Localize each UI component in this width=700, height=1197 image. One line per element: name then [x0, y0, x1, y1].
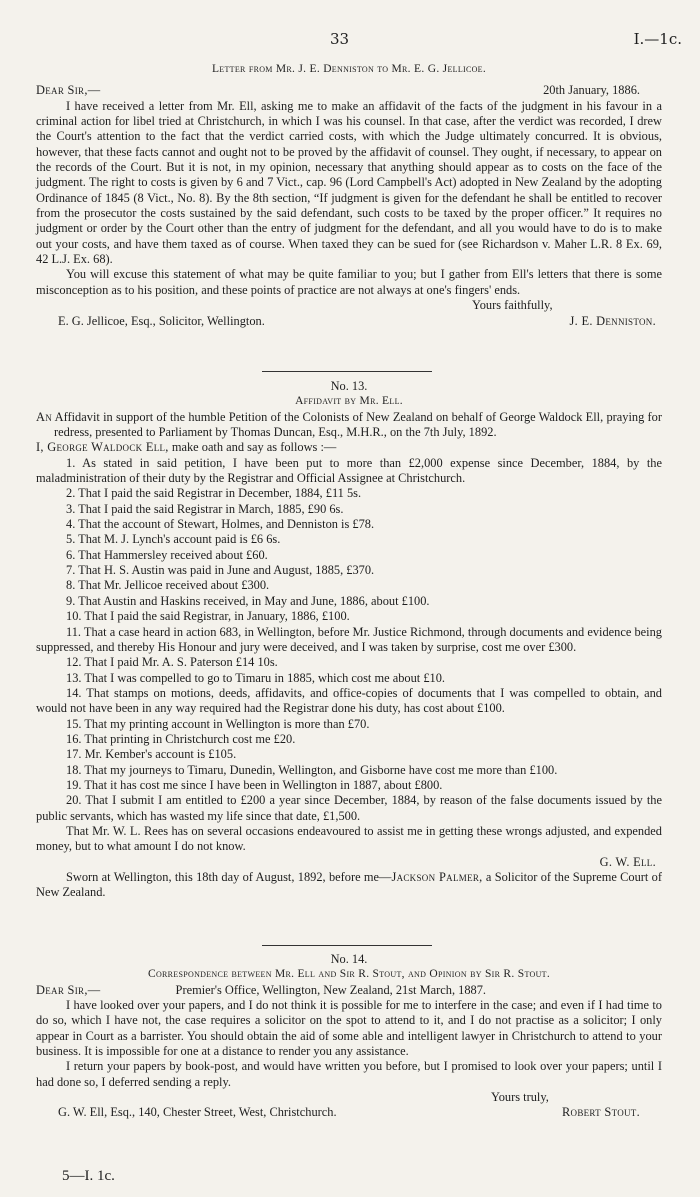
section-title: Correspondence between Mr. Ell and Sir R. Stout, and Opinion by Sir R. Stout.: [147, 968, 551, 981]
salutation: Dear Sir,—: [36, 83, 101, 98]
affidavit-item: 14. That stamps on motions, deeds, affidavits, and office-copies of documents that I was compelled to obtain, and would not have been in any way required had the Registrar done his duty, has cost about £100.: [36, 685, 662, 716]
letter-title: Letter from Mr. J. E. Denniston to Mr. E. G. Jellicoe.: [211, 63, 487, 75]
signature: J. E. Denniston.: [569, 313, 656, 328]
letter-header-row: [36, 983, 662, 998]
affidavit-item: 19. That it has cost me since I have been in Wellington in 1887, about £800.: [66, 777, 443, 792]
sworn-statement: [36, 870, 662, 901]
sworn-post: a Solicitor of the Supreme Court of New Zealand.: [36, 870, 662, 900]
signature: Robert Stout.: [561, 1105, 640, 1120]
affidavit-item: 8. That Mr. Jellicoe received about £300.: [66, 578, 270, 593]
page-number: 33: [330, 30, 350, 48]
letter-paragraph: You will excuse this statement of what may be quite familiar to you; but I gather from Ell's letters that there is some misconception as to his position, and these points of practice are not always at one's fingers' ends.: [36, 267, 662, 297]
affidavit-item: 7. That H. S. Austin was paid in June and August, 1885, £370.: [66, 563, 375, 578]
letter-paragraph: I have looked over your papers, and I do not think it is possible for me to interfere in the case; and even if I had time to do so, which I have not, the case requires a solicitor on the spot to attend to it, and I do not practise as a solicitor; I only appear in Court as a barrister. You should obtain the aid of some able and intelligent lawyer in Christchurch to attend to your business. It is impossible for one at a distance to render you any assistance.: [36, 998, 662, 1059]
letter-denniston: [36, 62, 662, 329]
affidavit-item: 3. That I paid the said Registrar in March, 1885, £90 6s.: [66, 501, 344, 516]
sworn-name: Jackson Palmer,: [391, 870, 483, 884]
letter-header-row: [36, 83, 662, 98]
letter-closing: Yours faithfully,: [472, 298, 553, 313]
letter-paragraph: I have received a letter from Mr. Ell, asking me to make an affidavit of the facts of the judgment in his favour in a criminal action for libel tried at Christchurch, in which I was his counsel. In that case, after the verdict was recorded, I drew the Court's attention to the fact that the verdict carried costs, with which the Judge ultimately concurred. It is obvious, however, that these facts cannot and ought not to be proved by the affidavit of counsel. They ought, if necessary, to appear on the records of the Court. But it is not, in my opinion, necessary that anything should appear as to costs on the face of the judgment. The right to costs is given by 6 and 7 Vict., cap. 96 (Lord Campbell's Act) adopted in New Zealand by the adopting Ordinance of 1845 (8 Vict., No. 8). By the 8th section, “If judgment is given for the defendant he shall be entitled to recover from the prosecutor the costs sustained by the said defendant, such costs to be taxed by the proper officer.” It requires no judgment or order by the Court other than the entry of judgment for the defendant, and all you would have to do is to make out your costs, and have them taxed as of course. When taxed they can be sued for (see Richardson v. Maher L.R. 8 Ex. 69, 42 L.J. Ex. 68).: [36, 98, 662, 267]
addressee: E. G. Jellicoe, Esq., Solicitor, Wellington.: [58, 313, 265, 328]
affidavit-item: 10. That I paid the said Registrar, in January, 1886, £100.: [66, 609, 350, 624]
signature-mark: 5—I. 1c.: [62, 1168, 115, 1184]
affidavit-item: 13. That I was compelled to go to Timaru in 1885, which cost me about £10.: [66, 670, 446, 685]
affidavit-item: 11. That a case heard in action 683, in Wellington, before Mr. Justice Richmond, through documents and evidence being suppressed, and thereby His Honour and jury were deceived, and I was taken by surprise, cost me over £300.: [36, 624, 662, 654]
oath-line: [36, 440, 662, 455]
affidavit-signature: G. W. Ell.: [599, 854, 656, 869]
section-number: No. 14.: [330, 952, 368, 966]
letter-date: 20th January, 1886.: [543, 83, 640, 98]
section-divider: [262, 371, 432, 372]
rees-paragraph: That Mr. W. L. Rees has on several occasions endeavoured to assist me in getting these wrongs adjusted, and expended money, but to what amount I do not know.: [36, 823, 662, 854]
affidavit-item: 1. As stated in said petition, I have been put to more than £2,000 expense since December, 1884, by the maladministration of their duty by the Registrar and Official Assignee at Christchurch.: [36, 455, 662, 486]
letter-dateline: Premier's Office, Wellington, New Zealand, 21st March, 1887.: [175, 982, 487, 997]
oath-name: I, George Waldock Ell,: [36, 440, 169, 455]
affidavit-item: 17. Mr. Kember's account is £105.: [66, 747, 237, 762]
intro-label: An: [36, 409, 53, 424]
affidavit-item: 16. That printing in Christchurch cost me £20.: [66, 731, 296, 746]
letter-paragraph: I return your papers by book-post, and would have written you before, but I promised to look over your papers; until I had done so, I deferred sending a reply.: [36, 1059, 662, 1089]
section-number: No. 13.: [330, 379, 368, 393]
affidavit-item: 5. That M. J. Lynch's account paid is £6 6s.: [66, 532, 281, 547]
section-divider: [262, 945, 432, 946]
affidavit-section: [36, 379, 662, 901]
letter-closing: Yours truly,: [491, 1090, 549, 1105]
affidavit-intro: [36, 410, 662, 441]
affidavit-item: 4. That the account of Stewart, Holmes, and Denniston is £78.: [66, 517, 375, 532]
letter-footer-row: [36, 1105, 662, 1120]
affidavit-item: 6. That Hammersley received about £60.: [66, 547, 268, 562]
salutation: Dear Sir,—: [36, 982, 101, 997]
sworn-pre: Sworn at Wellington, this 18th day of August, 1892, before me—: [66, 870, 392, 884]
affidavit-item: 9. That Austin and Haskins received, in May and June, 1886, about £100.: [66, 593, 430, 608]
letter-footer-row: [36, 314, 662, 329]
document-reference: I.—1c.: [633, 30, 682, 48]
section-title: Affidavit by Mr. Ell.: [295, 395, 403, 408]
affidavit-item: 18. That my journeys to Timaru, Dunedin, Wellington, and Gisborne have cost me more than £100.: [66, 762, 558, 777]
affidavit-item: 15. That my printing account in Wellington is more than £70.: [66, 716, 370, 731]
addressee: G. W. Ell, Esq., 140, Chester Street, West, Christchurch.: [58, 1105, 337, 1120]
affidavit-item: 2. That I paid the said Registrar in December, 1884, £11 5s.: [66, 486, 362, 501]
affidavit-item: 20. That I submit I am entitled to £200 a year since December, 1884, by reason of the false documents issued by the public servants, which has wasted my life since that date, £1,500.: [36, 793, 662, 823]
intro-text: Affidavit in support of the humble Petition of the Colonists of New Zealand on behalf of George Waldock Ell, praying for redress, presented to Parliament by Thomas Duncan, Esq., M.H.R., on the 7th July, 1892.: [54, 409, 663, 440]
oath-rest: make oath and say as follows :—: [171, 440, 337, 455]
affidavit-item: 12. That I paid Mr. A. S. Paterson £14 10s.: [66, 655, 278, 670]
correspondence-section: [36, 952, 662, 1121]
